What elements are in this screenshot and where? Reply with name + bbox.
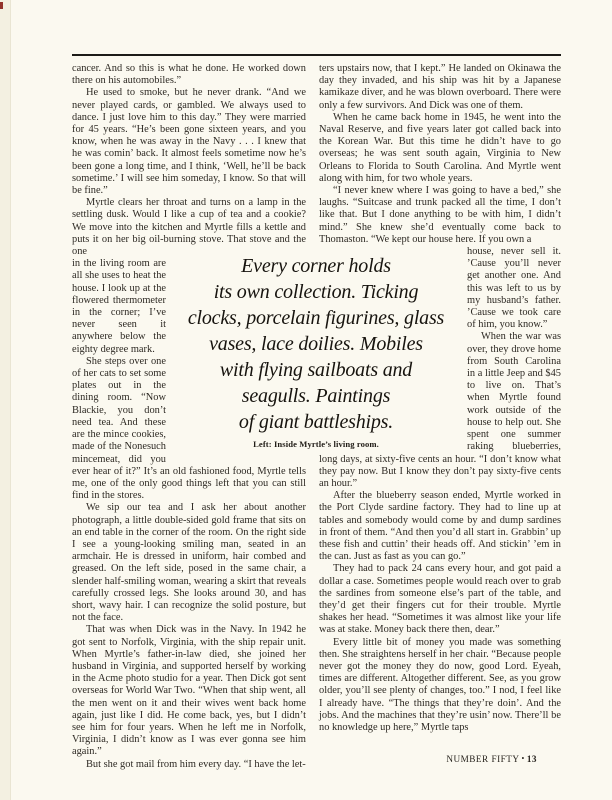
pull-quote-line: clocks, porcelain figurines, glass xyxy=(187,307,445,329)
pull-quote-line: seagulls. Paintings xyxy=(241,385,391,407)
body-paragraph: When the war was over, they drove home from South Carolina in a little Jeep and $45 to live on. That’s when Myrtle found work outside of the house to help out. She spent one summer raking blueberries, long days, at sixty-five cents an hour. “I don’t know what they pay now. But I know they don’t pay sixty-five cents an hour.” xyxy=(319,331,561,489)
body-paragraph: Every little bit of money you made was something then. She straightens herself in her chair. “Because people never got the money they do now, good Lord. Eyeah, times are different. Altogether different. See, as you grow older, you’ll see plenty of changes, too.” I nod, I feel like I already have. “The things that they’re doin’. And the jobs. And the machines that they’re usin’ now. There’ll be no knowledge up here,” Myrtle taps xyxy=(319,636,561,733)
body-paragraph: ters upstairs now, that I kept.” He landed on Okinawa the day they invaded, and his ship was hit by a Japanese kamikaze diver, and he was blown overboard. There were only a few survivors. And Dick was one of them. xyxy=(319,63,561,111)
pull-quote-line: its own collection. Ticking xyxy=(213,281,419,303)
body-paragraph: in the living room are all she uses to heat the house. I look up at the flowered thermometer in the corner; I’ve never seen it anywhere below the eighty degree mark. xyxy=(72,258,166,355)
pull-quote-line: vases, lace doilies. Mobiles xyxy=(209,333,423,355)
issue-label: NUMBER FIFTY xyxy=(446,754,520,764)
pull-quote xyxy=(146,253,486,449)
body-paragraph: But she got mail from him every day. “I have the let- xyxy=(86,758,306,770)
page-number: 13 xyxy=(526,754,537,764)
body-paragraph: That was when Dick was in the Navy. In 1942 he got sent to Norfolk, Virginia, with the ship repair unit. When Myrtle’s father-in-law died, she joined her husband in Virginia, and supported herself by working in the Acme photo studio for a year. Then Dick got sent overseas for World War Two. “When that ship went, all the men went on it and their wives went back home again, just like I did. He come back, yes, but I didn’t see him for four years. When he left me in Norfolk, Virginia, I didn’t know as I was ever gonna see him again.” xyxy=(72,624,306,758)
body-paragraph: We sip our tea and I ask her about another photograph, a little double-sided gold frame that sits on an end table in the corner of the room. On the right side I see a young-looking smiling man, seated in an armchair. He is dressed in uniform, hair combed and greased. On the left side, posed in the same chair, a slender half-smiling woman, wearing a skirt that reveals carefully crossed legs. She looks around 30, and has short, wavy hair. I can recognize the solid posture, but not the face. xyxy=(72,502,306,624)
body-paragraph: She steps over one of her cats to set some plates out in the dining room. “Now Blackie, you don’t need tea. And these are the mince cookies, made of the Nonesuch mincemeat, did you ever hear of it?” It’s an old fashioned food, Myrtle tells me, one of the only good things left that you can still find in the stores. xyxy=(72,355,306,502)
body-paragraph: After the blueberry season ended, Myrtle worked in the Port Clyde sardine factory. They had to line up at tables and somebody would come by and dump sardines in front of them. “And then you’d all start in. Grabbin’ up these fish and cuttin’ their heads off. And stickin’ ’em in the can. Just as fast as you can go.” xyxy=(319,490,561,563)
photo-caption: Left: Inside Myrtle’s living room. xyxy=(253,439,379,449)
pull-quote-line: Every corner holds xyxy=(241,255,391,277)
pull-quote-line: of giant battleships. xyxy=(238,411,394,433)
footer-separator: • xyxy=(521,754,525,763)
body-paragraph: He used to smoke, but he never drank. “And we never played cards, or gambled. We always used to dance. I just love him to this day.” They were married for 45 years. “He’s been gone sixteen years, and you know, when he was away in the Navy . . . I knew that he was comin’ back. It almost feels sometime now he’s been gone a long time, and I think, ‘Well, he’ll be back sometime.’ I will see him someday, I know. So that will be fine.” xyxy=(72,87,306,197)
body-paragraph: When he came back home in 1945, he went into the Naval Reserve, and five years later got called back into the Korean War. But this time he didn’t have to go overseas; he was sent south again, Virginia to New Orleans to Florida to South Carolina. And Myrtle went along with him, for two whole years. xyxy=(319,111,561,184)
corner-mark xyxy=(0,2,3,9)
body-paragraph: They had to pack 24 cans every hour, and got paid a dollar a case. Sometimes people would reach over to grab the sardines from someone else’s part of the table, and they’d get their fingers cut for their trouble. Myrtle shakes her head. “Sometimes it was almost like your life was at stake. Money back there then, dear.” xyxy=(319,563,561,636)
page-edge-strip xyxy=(0,0,11,800)
body-paragraph: cancer. And so this is what he done. He worked down there on his automobiles.” xyxy=(72,63,306,87)
page-footer xyxy=(319,754,561,764)
body-paragraph: “I never knew where I was going to have a bed,” she laughs. “Suitcase and trunk packed all the time, I don’t like that. But I done anything to be with him, I didn’t mind.” She knew she’d eventually come back to Thomaston. “We kept our house here. If you own a xyxy=(319,185,561,245)
top-rule xyxy=(72,54,561,56)
body-paragraph: house, never sell it. ’Cause you’ll never get another one. And this was left to us by my husband’s father. ’Cause we took care of him, you know.” xyxy=(467,246,561,331)
pull-quote-line: with flying sailboats and xyxy=(219,359,413,381)
body-paragraph: Myrtle clears her throat and turns on a lamp in the settling dusk. Would I like a cup of tea and a cookie? We move into the kitchen and Myrtle fills a kettle and puts it on her big oil-burning stove. That stove and the one xyxy=(72,197,306,258)
